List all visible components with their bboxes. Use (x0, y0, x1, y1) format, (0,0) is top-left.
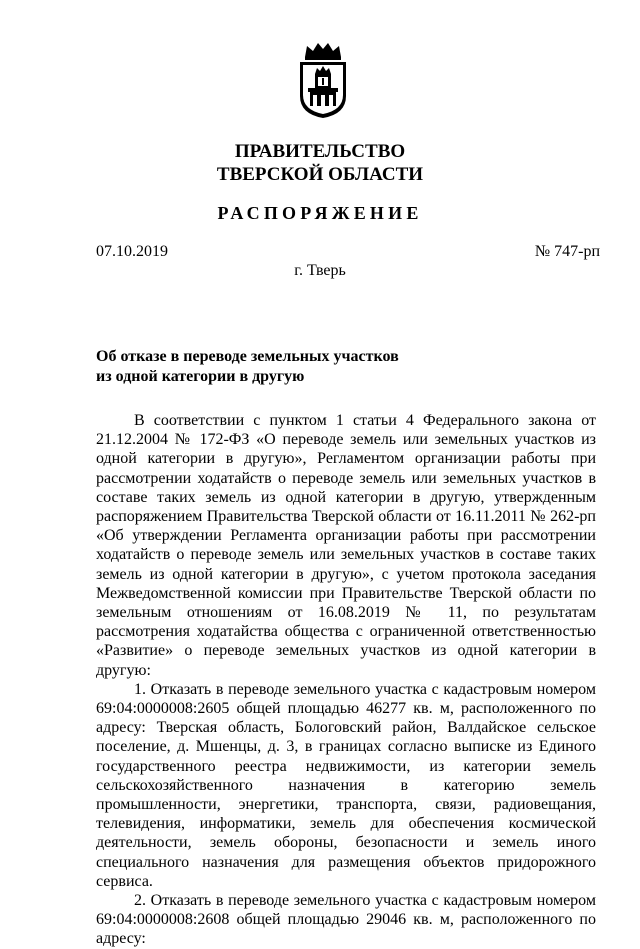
preamble-paragraph: В соответствии с пунктом 1 статьи 4 Федерального закона от 21.12.2004 № 172-ФЗ «О переводе земель или земельных участков из одной категории в другую», Регламентом организации работы при рассмотрении ходатайств о переводе земель или земельных участков в составе таких земель из одной категории в другую, утвержденным распоряжением Правительства Тверской области от 16.11.2011 № 262-рп «Об утверждении Регламента организации работы при рассмотрении ходатайств о переводе земель или земельных участков в составе таких земель из одной категории в другую», с учетом протокола заседания Межведомственной комиссии при Правительстве Тверской области по земельным отношениям от 16.08.2019 № 11, по результатам рассмотрения ходатайства общества с ограниченной ответственностью «Развитие» о переводе земельных участков из одной категории в другую: (96, 412, 596, 679)
decision-item-1: 1. Отказать в переводе земельного участка с кадастровым номером 69:04:0000008:2605 общей площадью 46277 кв. м, расположенного по адресу: Тверская область, Бологовский район, Валдайское сельское поселение, д. Мшенцы, д. 3, в границах согласно выписке из Единого государственного реестра недвижимости, из категории земель сельскохозяйственного назначения в категорию земель промышленности, энергетики, транспорта, связи, радиовещания, телевидения, информатики, земель для обеспечения космической деятельности, земель обороны, безопасности и земель иного специального назначения для размещения объектов придорожного сервиса. (96, 680, 596, 890)
subject-line1: Об отказе в переводе земельных участков (96, 348, 399, 365)
document-subject (96, 347, 399, 387)
document-type-title: РАСПОРЯЖЕНИЕ (217, 203, 423, 223)
document-date: 07.10.2019 (96, 243, 168, 260)
org-name-line2: ТВЕРСКОЙ ОБЛАСТИ (216, 164, 424, 185)
document-city: г. Тверь (294, 262, 346, 279)
subject-line2: из одной категории в другую (96, 368, 305, 385)
decision-item-2: 2. Отказать в переводе земельного участка с кадастровым номером 69:04:0000008:2608 общей площадью 29046 кв. м, расположенного по адресу: (96, 892, 596, 948)
document-body (96, 411, 596, 949)
org-name-line1: ПРАВИТЕЛЬСТВО (234, 141, 406, 162)
document-number: № 747-рп (534, 243, 600, 260)
tver-coat-of-arms-icon (296, 40, 350, 120)
